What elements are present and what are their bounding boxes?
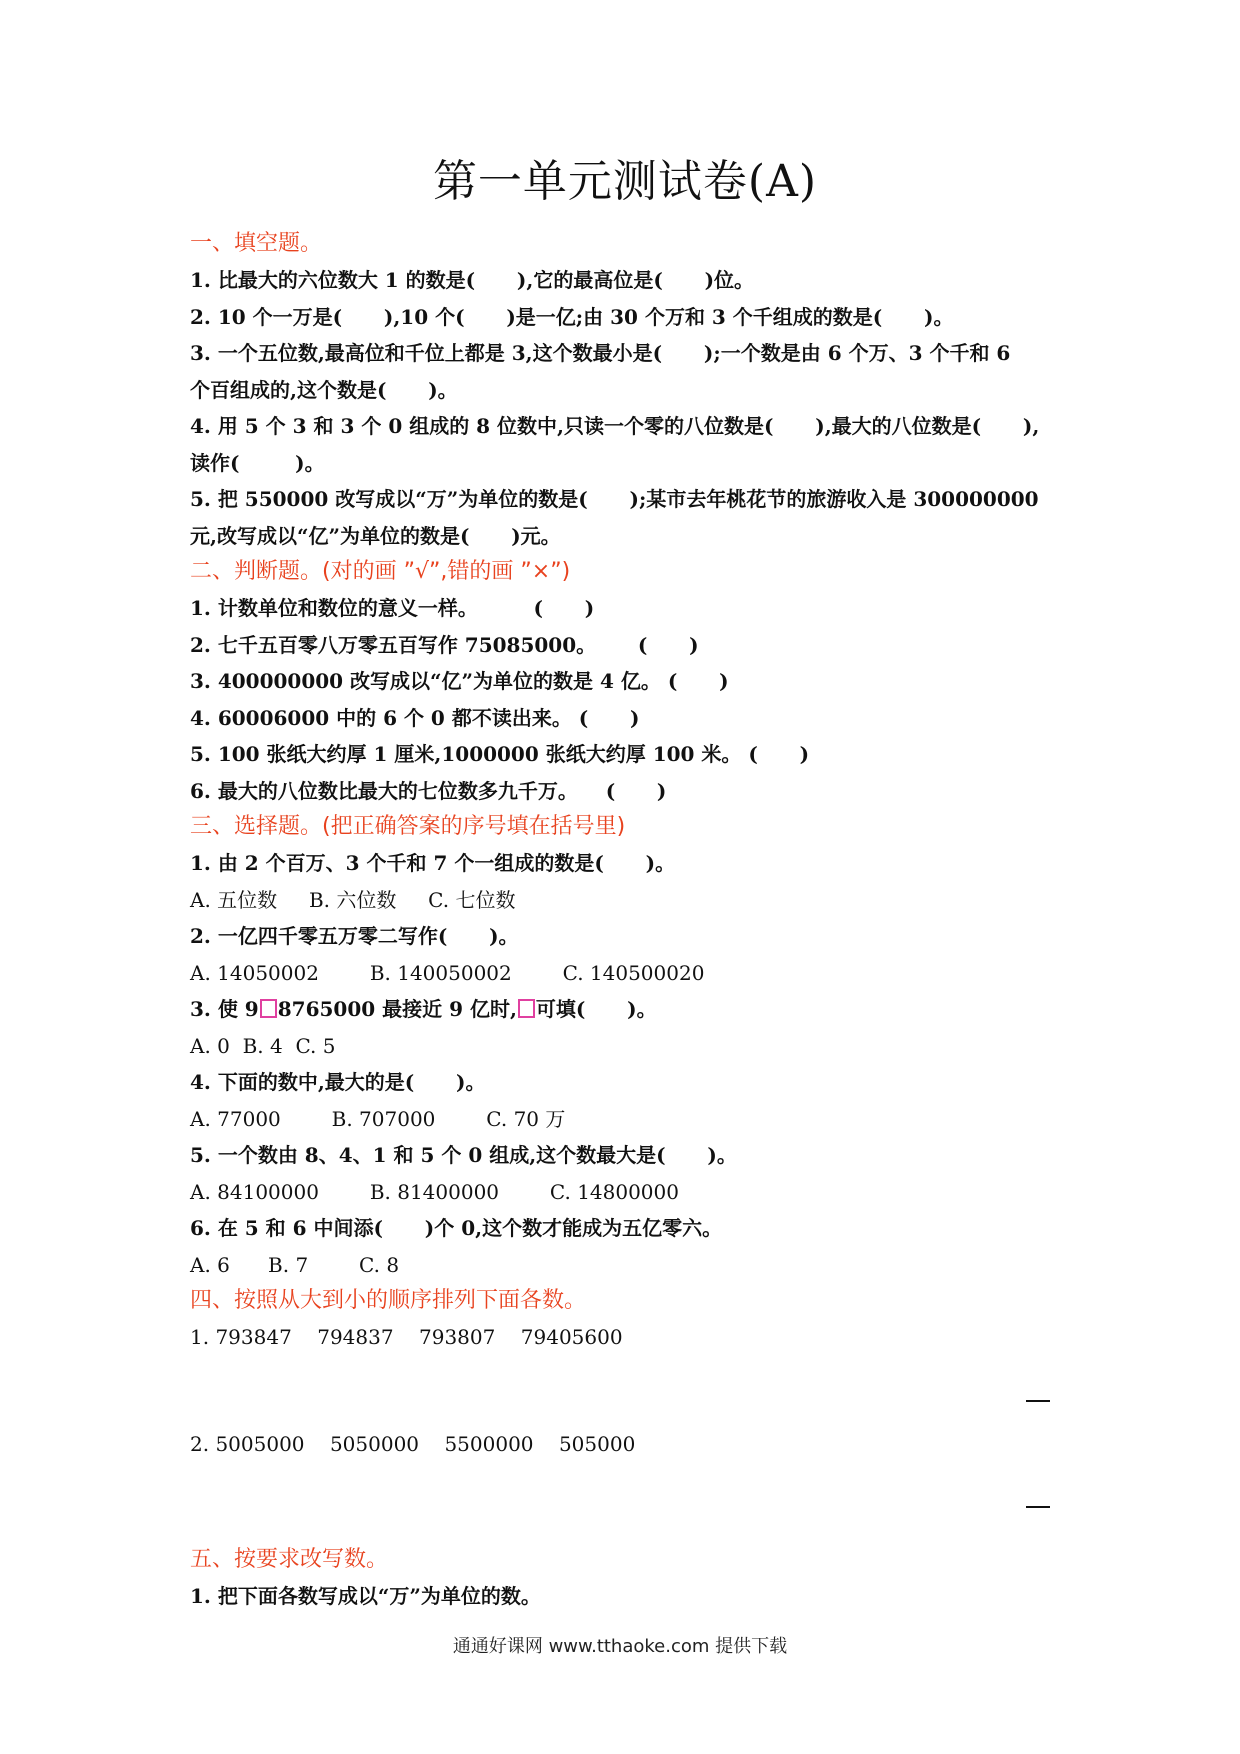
blank-box-icon <box>518 999 535 1018</box>
question-line: 3. 一个五位数,最高位和千位上都是 3,这个数最小是( );一个数是由 6 个万、3 个千和 6 <box>190 341 1011 365</box>
answer-options: A. 6 B. 7 C. 8 <box>190 1252 400 1277</box>
question-line: 1. 由 2 个百万、3 个千和 7 个一组成的数是( )。 <box>190 851 676 875</box>
answer-dash <box>1026 1400 1050 1402</box>
question-line: 1. 计数单位和数位的意义一样。 ( ) <box>190 596 595 620</box>
question-line: 元,改写成以“亿”为单位的数是( )元。 <box>190 523 561 548</box>
worksheet-content <box>190 150 1060 1615</box>
question-line: 2. 10 个一万是( ),10 个( )是一亿;由 30 个万和 3 个千组成的数是( )。 <box>190 304 954 329</box>
answer-options: A. 0 B. 4 C. 5 <box>190 1033 336 1058</box>
answer-space <box>190 1356 1060 1426</box>
question-line: 5. 100 张纸大约厚 1 厘米,1000000 张纸大约厚 100 米。 ( ) <box>190 742 810 766</box>
question-line: 个百组成的,这个数是( )。 <box>190 377 458 402</box>
question-line: 4. 60006000 中的 6 个 0 都不读出来。 ( ) <box>190 705 640 730</box>
question-line: 1. 比最大的六位数大 1 的数是( ),它的最高位是( )位。 <box>190 268 755 292</box>
question-line <box>190 991 1060 1028</box>
section-heading-fill-blank: 一、填空题。 <box>190 231 323 256</box>
answer-options: A. 84100000 B. 81400000 C. 14800000 <box>190 1179 679 1204</box>
answer-options: A. 五位数 B. 六位数 C. 七位数 <box>190 887 516 912</box>
question-text-part: 可填( )。 <box>535 997 657 1021</box>
answer-options: A. 77000 B. 707000 C. 70 万 <box>190 1106 566 1131</box>
blank-box-icon <box>260 999 277 1018</box>
question-line: 6. 在 5 和 6 中间添( )个 0,这个数才能成为五亿零六。 <box>190 1216 723 1240</box>
question-line: 5. 把 550000 改写成以“万”为单位的数是( );某市去年桃花节的旅游收入是 300000000 <box>190 487 1039 511</box>
question-line: 4. 下面的数中,最大的是( )。 <box>190 1070 486 1094</box>
question-line: 2. 5005000 5050000 5500000 505000 <box>190 1431 636 1456</box>
page-title: 第一单元测试卷(A) <box>432 156 818 207</box>
footer-watermark: 通通好课网 www.tthaoke.com 提供下载 <box>452 1636 788 1657</box>
question-line: 1. 793847 794837 793807 79405600 <box>190 1325 623 1349</box>
question-line: 读作( )。 <box>190 450 325 475</box>
question-line: 3. 400000000 改写成以“亿”为单位的数是 4 亿。 ( ) <box>190 669 729 693</box>
section-heading-multiple-choice: 三、选择题。(把正确答案的序号填在括号里) <box>190 814 626 839</box>
question-line: 1. 把下面各数写成以“万”为单位的数。 <box>190 1584 541 1608</box>
section-heading-true-false: 二、判断题。(对的画 ”√”,错的画 ”×”) <box>190 559 571 584</box>
question-line: 5. 一个数由 8、4、1 和 5 个 0 组成,这个数最大是( )。 <box>190 1143 737 1167</box>
question-text-part: 3. 使 9 <box>190 997 259 1021</box>
question-line: 2. 七千五百零八万零五百写作 75085000。 ( ) <box>190 632 699 657</box>
section-heading-ordering: 四、按照从大到小的顺序排列下面各数。 <box>190 1288 587 1313</box>
section-heading-rewrite: 五、按要求改写数。 <box>190 1547 389 1572</box>
question-line: 2. 一亿四千零五万零二写作( )。 <box>190 924 519 948</box>
question-line: 4. 用 5 个 3 和 3 个 0 组成的 8 位数中,只读一个零的八位数是( ),最大的八位数是( ), <box>190 414 1040 438</box>
answer-space <box>190 1462 1060 1532</box>
question-text-part: 8765000 最接近 9 亿时, <box>277 997 517 1021</box>
answer-options: A. 14050002 B. 140050002 C. 140500020 <box>190 960 705 985</box>
question-line: 6. 最大的八位数比最大的七位数多九千万。 ( ) <box>190 778 667 803</box>
answer-dash <box>1026 1506 1050 1508</box>
